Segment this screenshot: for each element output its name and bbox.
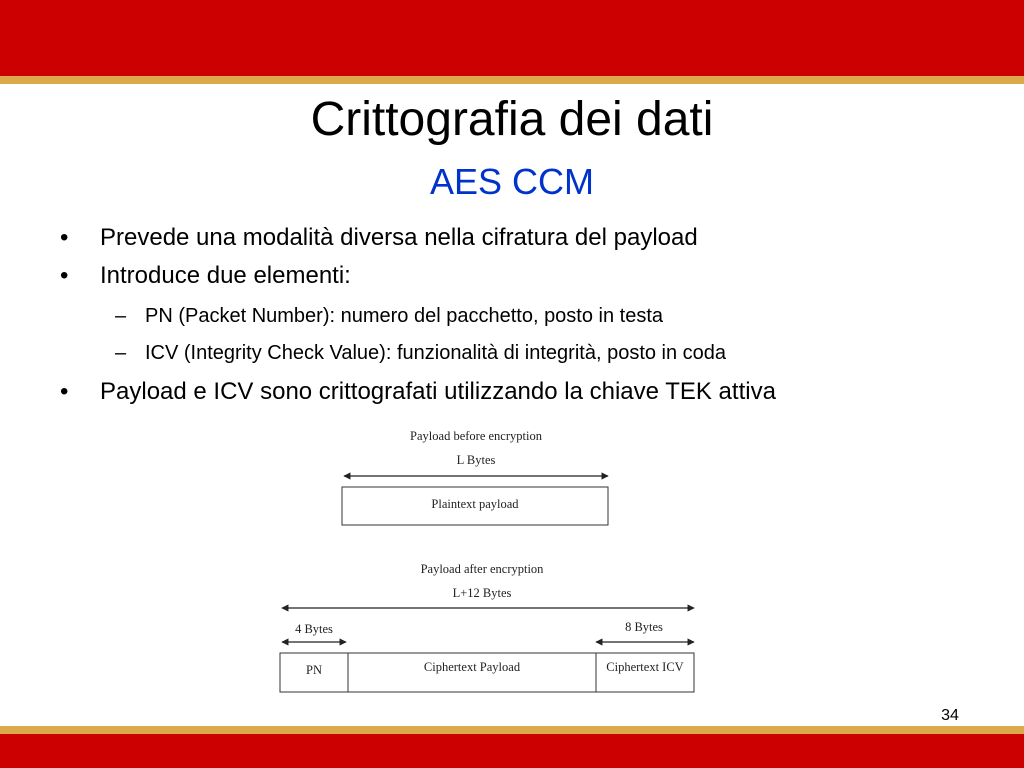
after-length-label: L+12 Bytes — [452, 586, 512, 600]
footer-stripe — [0, 726, 1024, 734]
icv-size-label: 8 Bytes — [625, 620, 663, 634]
bullet-marker: • — [60, 262, 69, 289]
ciphertext-icv-label: Ciphertext ICV — [606, 660, 684, 674]
sub-bullet-text: ICV (Integrity Check Value): funzionalità di integrità, posto in coda — [145, 342, 727, 364]
sub-bullet-text: PN (Packet Number): numero del pacchetto, posto in testa — [145, 305, 664, 327]
page-number: 34 — [941, 707, 959, 724]
before-length-label: L Bytes — [456, 453, 496, 467]
footer-band — [0, 734, 1024, 768]
pn-label: PN — [306, 663, 322, 677]
sub-bullet-marker: – — [115, 305, 127, 327]
slide-title: Crittografia dei dati — [310, 93, 714, 146]
slide-subtitle: AES CCM — [429, 161, 595, 202]
bullet-marker: • — [60, 224, 69, 251]
ciphertext-payload-label: Ciphertext Payload — [423, 660, 521, 674]
pn-size-label: 4 Bytes — [295, 622, 333, 636]
bullet-text: Prevede una modalità diversa nella cifratura del payload — [100, 224, 698, 251]
sub-bullet-marker: – — [115, 342, 127, 364]
before-title: Payload before encryption — [410, 429, 542, 443]
bullet-marker: • — [60, 378, 69, 405]
after-title: Payload after encryption — [420, 562, 544, 576]
bullet-text: Introduce due elementi: — [100, 262, 351, 289]
bullet-text: Payload e ICV sono crittografati utilizzando la chiave TEK attiva — [100, 378, 776, 405]
plaintext-payload-label: Plaintext payload — [431, 497, 519, 511]
